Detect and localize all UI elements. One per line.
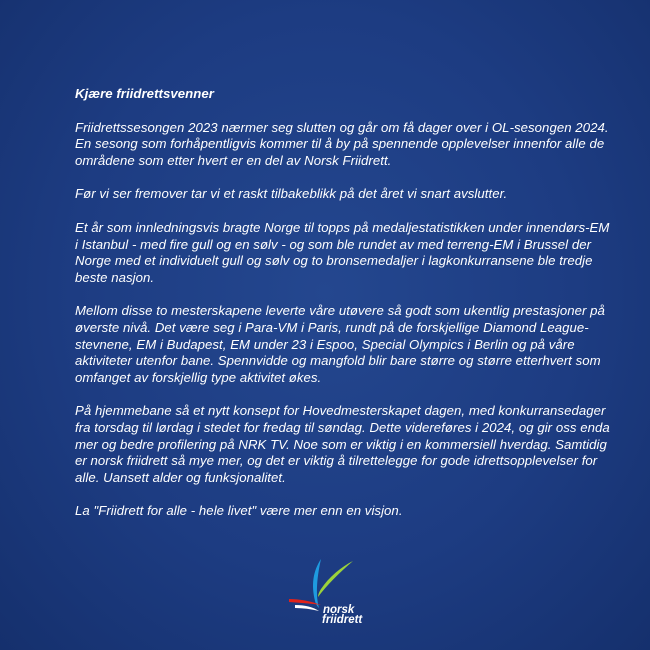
green-swoosh <box>318 561 353 597</box>
letter-greeting: Kjære friidrettsvenner <box>75 86 214 101</box>
letter-paragraph: På hjemmebane så et nytt konsept for Hovedmesterskapet dagen, med konkurransedager fra torsdag til lørdag i stedet for fredag til søndag. Dette videreføres i 2024, og gir oss enda mer og bedre profilering på NRK TV. Noe som er viktig i en kommersiell hverdag. Samtidig er norsk friidrett så mye mer, og det er viktig å tilrettelegge for gode idrettsopplevelser for alle. Uansett alder og funksjonalitet. <box>75 403 610 485</box>
letter-body <box>75 86 610 537</box>
logo-text-norsk: norsk <box>323 604 355 616</box>
blue-swoosh <box>313 559 321 608</box>
letter-paragraph: La "Friidrett for alle - hele livet" være mer enn en visjon. <box>75 503 403 519</box>
logo-text-friidrett: friidrett <box>322 614 363 626</box>
letter-paragraph: Et år som innledningsvis bragte Norge til topps på medaljestatistikken under innendørs-EM i Istanbul - med fire gull og en sølv - og som ble rundet av med terreng-EM i Brussel der Norge med et individuelt gull og sølv og to bronsemedaljer i lagkonkurransene ble tredje beste nasjon. <box>75 219 610 285</box>
letter-paragraph: Mellom disse to mesterskapene leverte våre utøvere så godt som ukentlig prestasjoner på øverste nivå. Det være seg i Para-VM i Paris, rundt på de forskjellige Diamond League-stevnene, EM i Budapest, EM under 23 i Espoo, Special Olympics i Berlin og på våre aktiviteter utenfor bane. Spennvidde og mangfold blir bare større og større etterhvert som omfanget av forskjellig type aktivitet økes. <box>75 303 605 385</box>
norsk-friidrett-logo <box>285 555 385 627</box>
letter-paragraph: Friidrettssesongen 2023 nærmer seg slutten og går om få dager over i OL-sesongen 2024. En sesong som forhåpentligvis kommer til å by på spennende opplevelser innenfor alle de områdene som etter hvert er en del av Norsk Friidrett. <box>75 119 609 168</box>
white-swoosh <box>295 605 319 611</box>
letter-paragraph: Før vi ser fremover tar vi et raskt tilbakeblikk på det året vi snart avslutter. <box>75 186 508 202</box>
